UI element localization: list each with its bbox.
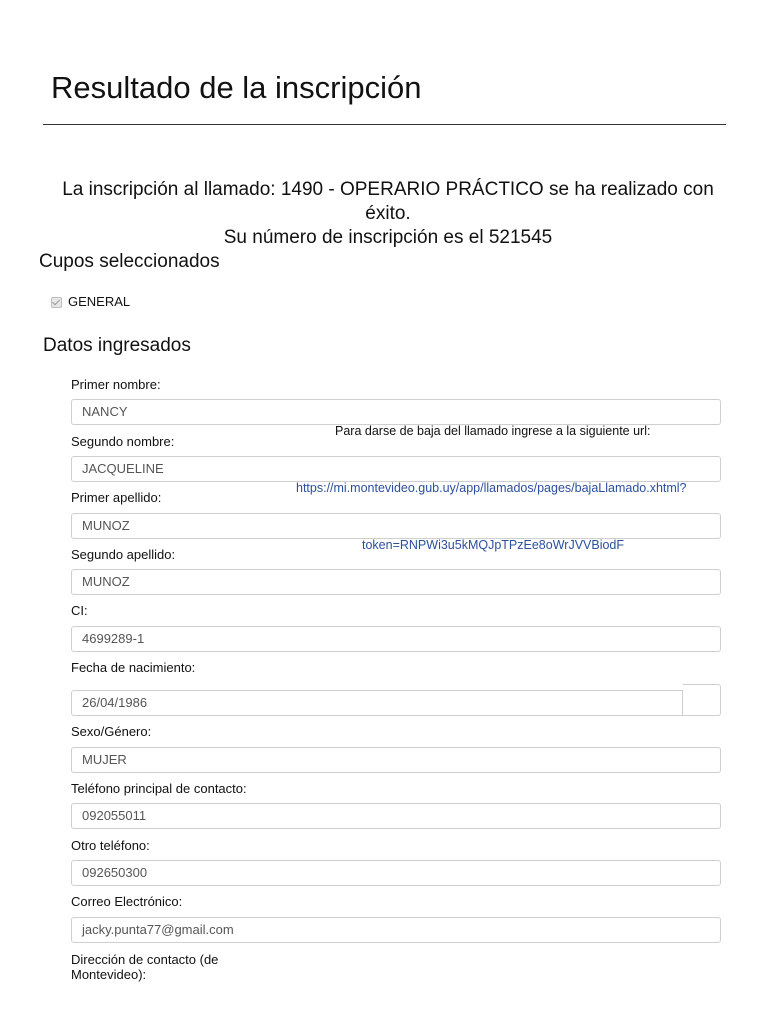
cupo-label-general: GENERAL [68, 294, 131, 309]
cupo-checkbox-general [51, 297, 62, 308]
datos-section-title: Datos ingresados [43, 335, 191, 356]
field-otro-telefono: 092650300 [71, 860, 721, 886]
date-picker-button [683, 684, 721, 716]
label-ci: CI: [71, 603, 88, 618]
baja-url-part1[interactable]: https://mi.montevideo.gub.uy/app/llamados/pages/bajaLlamado.xhtml? [296, 481, 687, 495]
registration-number-message: Su número de inscripción es el 521545 [223, 227, 553, 248]
label-segundo-nombre: Segundo nombre: [71, 434, 175, 449]
label-primer-nombre: Primer nombre: [71, 377, 161, 392]
field-fecha-nacimiento: 26/04/1986 [71, 690, 683, 716]
label-primer-apellido: Primer apellido: [71, 490, 162, 505]
label-direccion: Dirección de contacto (de Montevideo): [71, 952, 219, 982]
field-telefono-principal: 092055011 [71, 803, 721, 829]
success-message: La inscripción al llamado: 1490 - OPERARIO PRÁCTICO se ha realizado con éxito. [62, 179, 714, 224]
cupos-section-title: Cupos seleccionados [39, 251, 220, 272]
baja-note: Para darse de baja del llamado ingrese a la siguiente url: [335, 424, 651, 438]
field-sexo-genero: MUJER [71, 747, 721, 773]
page-title: Resultado de la inscripción [51, 70, 422, 105]
field-segundo-nombre: JACQUELINE [71, 456, 721, 482]
field-ci: 4699289-1 [71, 626, 721, 652]
field-correo: jacky.punta77@gmail.com [71, 917, 721, 943]
label-otro-telefono: Otro teléfono: [71, 838, 150, 853]
baja-url-part2[interactable]: token=RNPWi3u5kMQJpTPzEe8oWrJVVBiodF [362, 538, 625, 552]
title-divider [43, 124, 726, 125]
cupo-item-general [51, 294, 130, 309]
field-segundo-apellido: MUNOZ [71, 569, 721, 595]
label-sexo-genero: Sexo/Género: [71, 724, 152, 739]
field-primer-apellido: MUNOZ [71, 513, 721, 539]
field-primer-nombre: NANCY [71, 399, 721, 425]
label-fecha-nacimiento: Fecha de nacimiento: [71, 660, 196, 675]
label-telefono-principal: Teléfono principal de contacto: [71, 781, 247, 796]
label-segundo-apellido: Segundo apellido: [71, 547, 176, 562]
label-correo: Correo Electrónico: [71, 894, 183, 909]
